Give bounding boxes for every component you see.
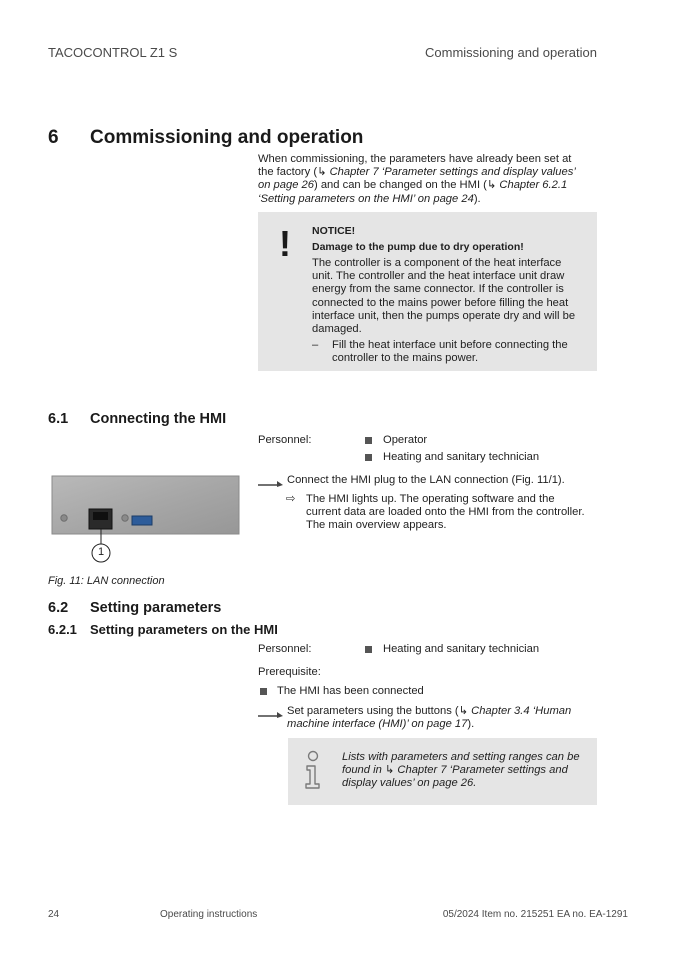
step-text: Set parameters using the buttons (↳ Chapter 3.4 ‘Human machine interface (HMI)’ on page 17). xyxy=(287,705,572,731)
chapter-7-link[interactable]: ↳ Chapter 7 ‘Parameter settings and display values’ on page 26 xyxy=(342,764,568,790)
chapter-title: Commissioning and operation xyxy=(90,127,364,148)
reference-arrow-icon: ↳ xyxy=(458,705,472,717)
lan-connection-figure xyxy=(50,474,240,566)
bullet-square-icon xyxy=(365,437,372,444)
notice-action: Fill the heat interface unit before connecting the controller to the mains power. xyxy=(332,339,568,365)
chapter-number: 6 xyxy=(48,127,59,148)
section-6-2-title: Setting parameters xyxy=(90,600,222,616)
figure-caption: Fig. 11: LAN connection xyxy=(48,575,165,587)
footer-document: Operating instructions xyxy=(160,909,258,920)
personnel-item: Heating and sanitary technician xyxy=(383,643,540,655)
bullet-square-icon xyxy=(365,454,372,461)
personnel-label: Personnel: xyxy=(258,643,312,655)
exclamation-icon: ! xyxy=(279,223,291,264)
personnel-item: Operator xyxy=(383,434,428,446)
section-6-2-1-title: Setting parameters on the HMI xyxy=(90,622,278,637)
notice-title: NOTICE! xyxy=(312,225,356,237)
reference-arrow-icon: ↳ xyxy=(486,179,500,192)
result-text: The HMI lights up. The operating software and the current data are loaded onto the HMI from the controller. The main overview appears. xyxy=(306,493,585,532)
chapter-intro: When commissioning, the parameters have already been set at the factory (↳ Chapter 7 ‘Parameter settings and display values’ on page 26) and can be changed on the HMI (↳ Chapter 6.2.1 ‘Setting parameters on the HMI’ on page 24). xyxy=(258,153,576,205)
running-header-product: TACOCONTROL Z1 S xyxy=(48,45,178,60)
chapter-3-4-link[interactable]: ↳ Chapter 3.4 ‘Human machine interface (HMI)’ on page 17 xyxy=(287,705,572,731)
personnel-label: Personnel: xyxy=(258,434,312,446)
reference-arrow-icon: ↳ xyxy=(317,166,330,179)
step-text: Connect the HMI plug to the LAN connection (Fig. 11/1). xyxy=(287,474,565,486)
chapter-7-link[interactable]: ↳ Chapter 7 ‘Parameter settings and display values’ on page 26 xyxy=(258,166,576,192)
info-text: Lists with parameters and setting ranges can be found in ↳ Chapter 7 ‘Parameter settings and display values’ on page 26. xyxy=(342,751,580,790)
running-header-section: Commissioning and operation xyxy=(425,45,597,60)
personnel-item: Heating and sanitary technician xyxy=(383,451,540,463)
info-box xyxy=(288,738,597,805)
footer-item-number: 05/2024 Item no. 215251 EA no. EA-1291 xyxy=(442,909,628,920)
page-number: 24 xyxy=(48,909,60,920)
prerequisite-item: The HMI has been connected xyxy=(277,685,424,697)
notice-dash: – xyxy=(312,339,319,351)
chapter-6-2-1-link[interactable]: ↳ Chapter 6.2.1 ‘Setting parameters on the HMI’ on page 24 xyxy=(258,179,568,205)
prerequisite-label: Prerequisite: xyxy=(258,666,321,678)
notice-box xyxy=(258,212,597,371)
section-6-1-number: 6.1 xyxy=(48,411,69,427)
section-6-2-1-number: 6.2.1 xyxy=(48,622,77,637)
info-icon xyxy=(302,750,324,795)
bullet-square-icon xyxy=(260,688,267,695)
result-arrow-icon: ⇨ xyxy=(286,493,296,505)
notice-text: The controller is a component of the heat interface unit. The controller and the heat interface unit draw energy from the same connector. If the controller is connected to the mains power before filling the heat interface unit, then the pumps operate dry and will be damaged. xyxy=(312,257,576,336)
section-6-1-title: Connecting the HMI xyxy=(90,411,227,427)
step-arrow-icon xyxy=(258,708,284,718)
figure-callout-number: 1 xyxy=(97,546,105,558)
bullet-square-icon xyxy=(365,646,372,653)
notice-subtitle: Damage to the pump due to dry operation! xyxy=(312,241,524,253)
step-arrow-icon xyxy=(258,477,284,487)
reference-arrow-icon: ↳ xyxy=(384,764,398,777)
section-6-2-number: 6.2 xyxy=(48,600,69,616)
